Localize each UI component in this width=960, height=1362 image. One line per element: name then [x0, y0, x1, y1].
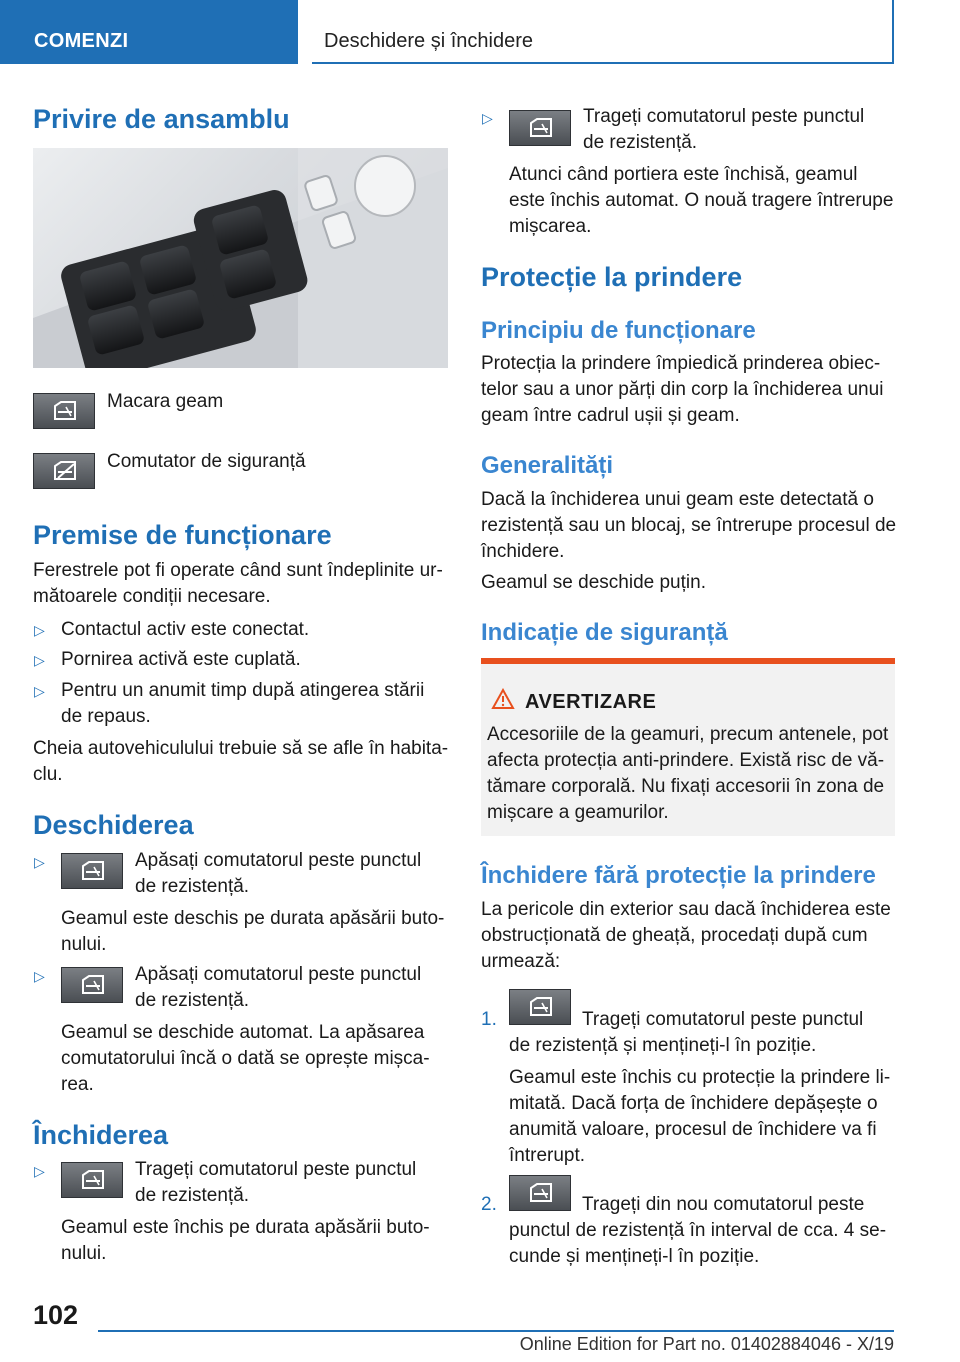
warning-line: Accesoriile de la geamuri, precum antenele, pot: [487, 724, 889, 745]
step-result: Geamul este închis cu protecție la prindere li-: [509, 1067, 891, 1088]
prereq-note: clu.: [33, 764, 63, 785]
bullet-triangle-icon: ▷: [34, 1163, 45, 1179]
bullet-triangle-icon: ▷: [482, 110, 493, 126]
warning-box: [481, 658, 895, 836]
warning-triangle-icon: [491, 688, 515, 710]
step-result: întrerupt.: [509, 1145, 586, 1166]
safety-switch-icon: [33, 453, 95, 489]
close-step2-result: mișcarea.: [509, 216, 592, 237]
step-result: mitată. Dacă forța de închidere depășește o: [509, 1093, 878, 1114]
nopinch-intro: urmează:: [481, 951, 561, 972]
pinch-title: Protecție la prindere: [481, 262, 743, 292]
warning-title: AVERTIZARE: [525, 691, 657, 713]
close-step-result: Geamul este închis pe durata apăsării buto-: [61, 1217, 430, 1238]
close-step2-result: Atunci când portiera este închisă, geamul: [509, 164, 858, 185]
step-number: 1.: [481, 1009, 497, 1030]
prereq-item: de repaus.: [61, 706, 151, 727]
warning-text: [487, 722, 891, 826]
step-action: punctul de rezistență în interval de cca. 4 se-: [509, 1220, 887, 1241]
step-action: Trageți din nou comutatorul peste: [582, 1194, 865, 1215]
open-step-action: Apăsați comutatorul peste punctul: [135, 850, 422, 871]
general-title: Generalități: [481, 452, 614, 479]
prereq-item: Pornirea activă este cuplată.: [61, 649, 301, 670]
step-result: anumită valoare, procesul de închidere va fi: [509, 1119, 877, 1140]
general-text: Dacă la închiderea unui geam este detectată o: [481, 489, 874, 510]
chapter-tab: [312, 0, 894, 64]
window-switch-panel-photo: [33, 148, 448, 368]
principle-text: geam între cadrul ușii și geam.: [481, 405, 740, 426]
close-step2-action: de rezistență.: [583, 132, 698, 153]
open-step-result: Geamul este deschis pe durata apăsării buto-: [61, 908, 445, 929]
step-action: de rezistență și mențineți-l în poziție.: [509, 1035, 817, 1056]
open-step-result: nului.: [61, 934, 107, 955]
general-text-2: Geamul se deschide puțin.: [481, 572, 706, 593]
footer-edition: Online Edition for Part no. 01402884046 - X/19: [519, 1334, 894, 1354]
bullet-triangle-icon: ▷: [34, 854, 45, 870]
window-lift-switch-icon: [509, 1175, 571, 1211]
section-label: COMENZI: [34, 30, 129, 52]
legend-label-safety-switch: Comutator de siguranță: [107, 451, 306, 472]
close-step2-result: este închis automat. O nouă tragere întrerupe: [509, 190, 894, 211]
nopinch-intro: obstrucționată de gheață, procedați după cum: [481, 925, 868, 946]
warning-line: mișcare a geamurilor.: [487, 802, 669, 823]
step-action: Trageți comutatorul peste punctul: [582, 1009, 864, 1030]
prereq-intro-line: Ferestrele pot fi operate când sunt îndeplinite ur-: [33, 560, 443, 581]
safety-title: Indicație de siguranță: [481, 619, 728, 646]
principle-title: Principiu de funcționare: [481, 317, 756, 344]
prereq-item: Pentru un anumit timp după atingerea stării: [61, 680, 425, 701]
prereq-note: Cheia autovehiculului trebuie să se afle în habita-: [33, 738, 449, 759]
chapter-label: Deschidere și închidere: [324, 30, 533, 52]
principle-text: Protecția la prindere împiedică prinderea obiec-: [481, 353, 881, 374]
bullet-triangle-icon: ▷: [34, 652, 45, 668]
nopinch-intro: La pericole din exterior sau dacă închiderea este: [481, 899, 891, 920]
window-lift-switch-icon: [61, 967, 123, 1003]
overview-title: Privire de ansamblu: [33, 104, 290, 134]
window-lift-switch-icon: [61, 853, 123, 889]
prereq-title: Premise de funcționare: [33, 520, 332, 550]
window-lift-switch-icon: [509, 989, 571, 1025]
bullet-triangle-icon: ▷: [34, 968, 45, 984]
general-text: rezistență sau un blocaj, se întrerupe procesul de: [481, 515, 897, 536]
open-title: Deschiderea: [33, 810, 194, 840]
open-step-action: de rezistență.: [135, 876, 250, 897]
close-step-result: nului.: [61, 1243, 107, 1264]
bullet-triangle-icon: ▷: [34, 683, 45, 699]
open-step-result: comutatorului încă o dată se oprește mișca-: [61, 1048, 430, 1069]
close-step2-action: Trageți comutatorul peste punctul: [583, 106, 865, 127]
step-number: 2.: [481, 1194, 497, 1215]
section-tab: [0, 0, 298, 64]
open-step-action: Apăsați comutatorul peste punctul: [135, 964, 422, 985]
prereq-item: Contactul activ este conectat.: [61, 619, 310, 640]
warning-line: afecta protecția anti-prindere. Există risc de vă-: [487, 750, 885, 771]
window-lift-switch-icon: [61, 1162, 123, 1198]
nopinch-title: Închidere fără protecție la prindere: [481, 862, 876, 889]
open-step-action: de rezistență.: [135, 990, 250, 1011]
legend-label-window-lift: Macara geam: [107, 391, 224, 412]
prereq-intro-line: mătoarele condiții necesare.: [33, 586, 271, 607]
open-step-result: rea.: [61, 1074, 94, 1095]
principle-text: telor sau a unor părți din corp la închiderea unui: [481, 379, 884, 400]
close-step-action: de rezistență.: [135, 1185, 250, 1206]
window-lift-switch-icon: [509, 110, 571, 146]
footer-divider: [98, 1330, 894, 1332]
window-lift-switch-icon: [33, 393, 95, 429]
open-step-result: Geamul se deschide automat. La apăsarea: [61, 1022, 425, 1043]
close-step-action: Trageți comutatorul peste punctul: [135, 1159, 417, 1180]
general-text: închidere.: [481, 541, 565, 562]
step-action: cunde și mențineți-l în poziție.: [509, 1246, 760, 1267]
bullet-triangle-icon: ▷: [34, 622, 45, 638]
page-number: 102: [33, 1300, 79, 1330]
warning-line: tămare corporală. Nu fixați accesorii în zona de: [487, 776, 885, 797]
close-title: Închiderea: [33, 1120, 169, 1150]
